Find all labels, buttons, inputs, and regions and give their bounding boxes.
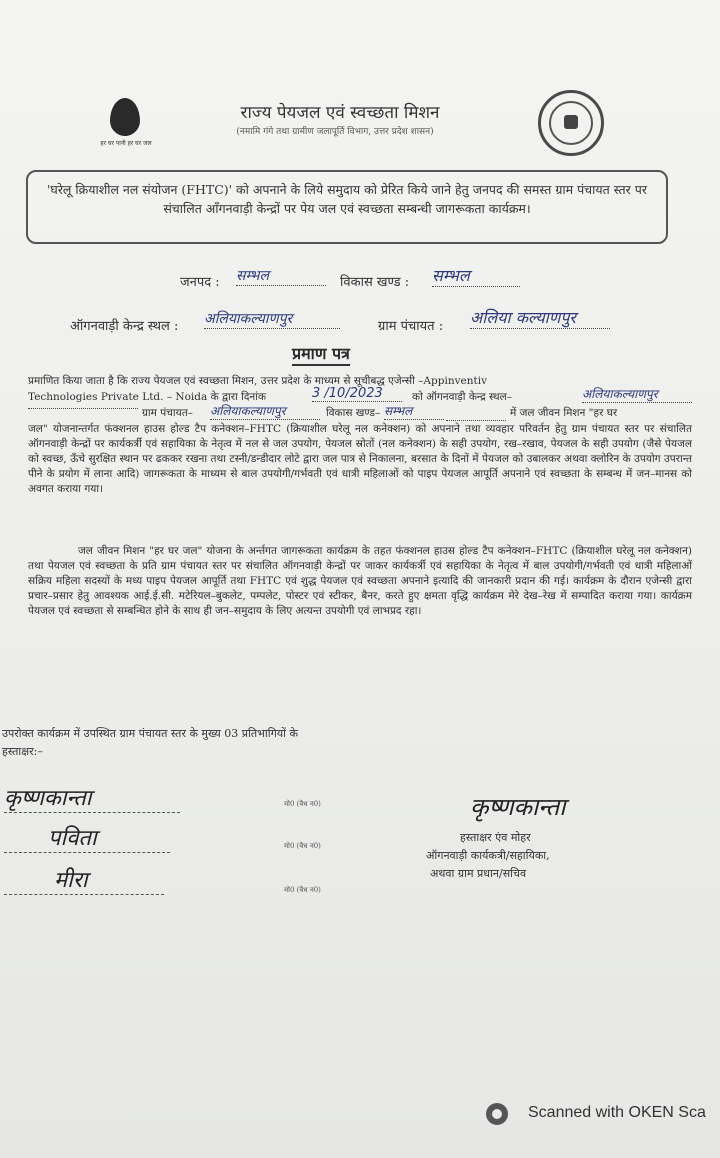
program-site-value: अलियाकल्याणपुर (582, 385, 692, 403)
participants-intro-2: हस्ताक्षर:– (2, 745, 43, 758)
official-role-label: ऑगनवाड़ी कार्यकत्री/सहायिका, (426, 849, 550, 862)
certificate-heading: प्रमाण पत्र (292, 342, 350, 366)
document-subtitle: (नमामि गंगे तथा ग्रामीण जलापूर्ति विभाग, उत्तर प्रदेश शासन) (236, 127, 434, 137)
para1-line1: प्रमाणित किया जाता है कि राज्य पेयजल एवं स्वच्छता मिशन, उत्तर प्रदेश के माध्यम से सूचीबद्ध एजेन्सी –Appinventiv (28, 375, 487, 387)
janpad-value: सम्भल (236, 266, 326, 286)
scanner-watermark (486, 1100, 720, 1128)
para1-line3c: में जल जीवन मिशन "हर घर (510, 407, 618, 419)
anganwadi-label: ऑगनवाड़ी केन्द्र स्थल : (70, 319, 179, 334)
para1-line3b: विकास खण्ड– (326, 407, 381, 419)
participant-mobile-1: मो0 (वैध न0) (284, 800, 321, 808)
program-banner: 'घरेलू क्रियाशील नल संयोजन (FHTC)' को अपनाने के लिये समुदाय को प्रेरित किये जाने हेतु जनपद की समस्त ग्राम पंचायत स्तर पर संचालित आँगनवाड़ी केन्द्रों पर पेय जल एवं स्वच्छता सम्बन्धी जागरूकता कार्यक्रम। (26, 170, 668, 244)
anganwadi-value: अलियाकल्याणपुर (204, 309, 340, 329)
gram-panchayat-value: अलिया कल्याणपुर (470, 306, 610, 329)
official-alt-label: अथवा ग्राम प्रधान/सचिव (430, 867, 527, 880)
vikas-khand-label: विकास खण्ड : (340, 275, 410, 290)
blank-line (28, 408, 138, 409)
para2-body: जल जीवन मिशन "हर घर जल" योजना के अर्न्तगत जागरूकता कार्यक्रम के तहत फंक्शनल हाउस होल्ड टैप कनेक्शन–FHTC (क्रियाशील घरेलू नल कनेक्शन) तथा पेयजल एवं स्वच्छता के प्रति ग्राम पंचायत स्तर पर संचालित ऑगनवाड़ी केन्द्रों पर जाकर कार्यकर्त्री एवं सहायिका के नेतृत्व में बाल उपयोगी/गर्भवती एवं धात्री महिलाओं सक्रिय महिला सदस्यों के मध्य पाइप पेयजल आपूर्ति तथा FHTC एवं शुद्ध पेयजल एवं स्वच्छता अपनाने इत्यादि की जानकारी प्रदान की गई। कार्यक्रम के दौरान एजेन्सी द्वारा प्रचार–प्रसार हेतु आवश्यक आई.ई.सी. मटेरियल–बुकलेट, पम्पलेट, पोस्टर एवं स्टीकर, बैनर, करते हुए क्षमता वृद्धि कार्यक्रम मेरे देख–रेख में सम्पादित कराया गया। कार्यक्रम पेयजल एवं स्वच्छता से सम्बन्धित होने के साथ ही जन–समुदाय के लिए अत्यन्त उपयोगी एवं लाभप्रद रहा। (28, 545, 692, 617)
vikas-khand-value: सम्भल (432, 264, 520, 287)
gram-panchayat-label: ग्राम पंचायत : (378, 319, 444, 334)
official-signature: कृष्णकान्ता (470, 793, 566, 821)
para1-line2b: को ऑगनवाड़ी केन्द्र स्थल– (412, 391, 513, 403)
participant-signature-1: कृष्णकान्ता (4, 782, 180, 813)
water-drop-icon (110, 98, 140, 136)
participants-intro: उपरोक्त कार्यक्रम में उपस्थित ग्राम पंचायत स्तर के मुख्य 03 प्रतिभागियों के (2, 727, 298, 740)
jal-jeevan-mission-logo (100, 98, 152, 162)
program-date-value: 3 /10/2023 (312, 386, 402, 402)
seal-emblem-icon (564, 115, 578, 129)
up-government-seal (538, 90, 604, 156)
participant-mobile-3: मो0 (वैध न0) (284, 886, 321, 894)
document-title: राज्य पेयजल एवं स्वच्छता मिशन (240, 103, 440, 123)
program-block-value: सम्भल (384, 402, 444, 420)
para1-line3a: ग्राम पंचायत– (142, 407, 193, 419)
janpad-label: जनपद : (180, 275, 220, 290)
scanner-text: Scanned with OKEN Sca (528, 1104, 706, 1121)
scanner-logo-icon (486, 1103, 508, 1125)
participant-mobile-2: मो0 (वैध न0) (284, 842, 321, 850)
participant-signature-2: पविता (4, 822, 170, 853)
blank-line (446, 420, 506, 421)
participant-signature-3: मीरा (4, 864, 164, 895)
official-sign-label: हस्ताक्षर एंव मोहर (460, 831, 531, 844)
para1-body: जल" योजनान्तर्गत फंक्शनल हाउस होल्ड टैप कनेक्शन–FHTC (क्रियाशील घरेलू नल कनेक्शन) को अपनाने तथा व्यवहार परिवर्तन हेतु ग्राम पंचायत स्तर पर संचालित ऑगनवाड़ी केन्द्रों पर कार्यकर्त्री एवं सहायिका के नेतृत्व में नल से जल उपयोग, पेयजल स्रोतों (नल कनेक्शन) के सही उपयोग, रख–रखाव, पेयजल के सही उपयोग (जैसे पेयजल को स्वच्छ, ऊँचे सुरक्षित स्थान पर ढककर रखना तथा टस्नी/डन्डीदार लोटे द्वारा जल पात्र से निकालना, बरसात के दिनों में पेयजल को उबालकर अथवा क्लोरिन के उपयोग उपरान्त पीने के प्रयोग में लाना आदि) जागरूकता के माध्यम से बाल उपयोगी/गर्भवती एवं धात्री महिलाओं को पाइप पेयजल आपूर्ति अपनाने एवं स्वच्छता के सम्बन्ध में जन–मानस को अवगत कराया गया। (28, 423, 692, 495)
logo-caption: हर घर पानी हर घर जल (100, 140, 152, 147)
para1-line2a: Technologies Private Ltd. – Noida के द्वारा दिनांक (28, 391, 267, 403)
program-gp-value: अलियाकल्याणपुर (210, 402, 320, 420)
